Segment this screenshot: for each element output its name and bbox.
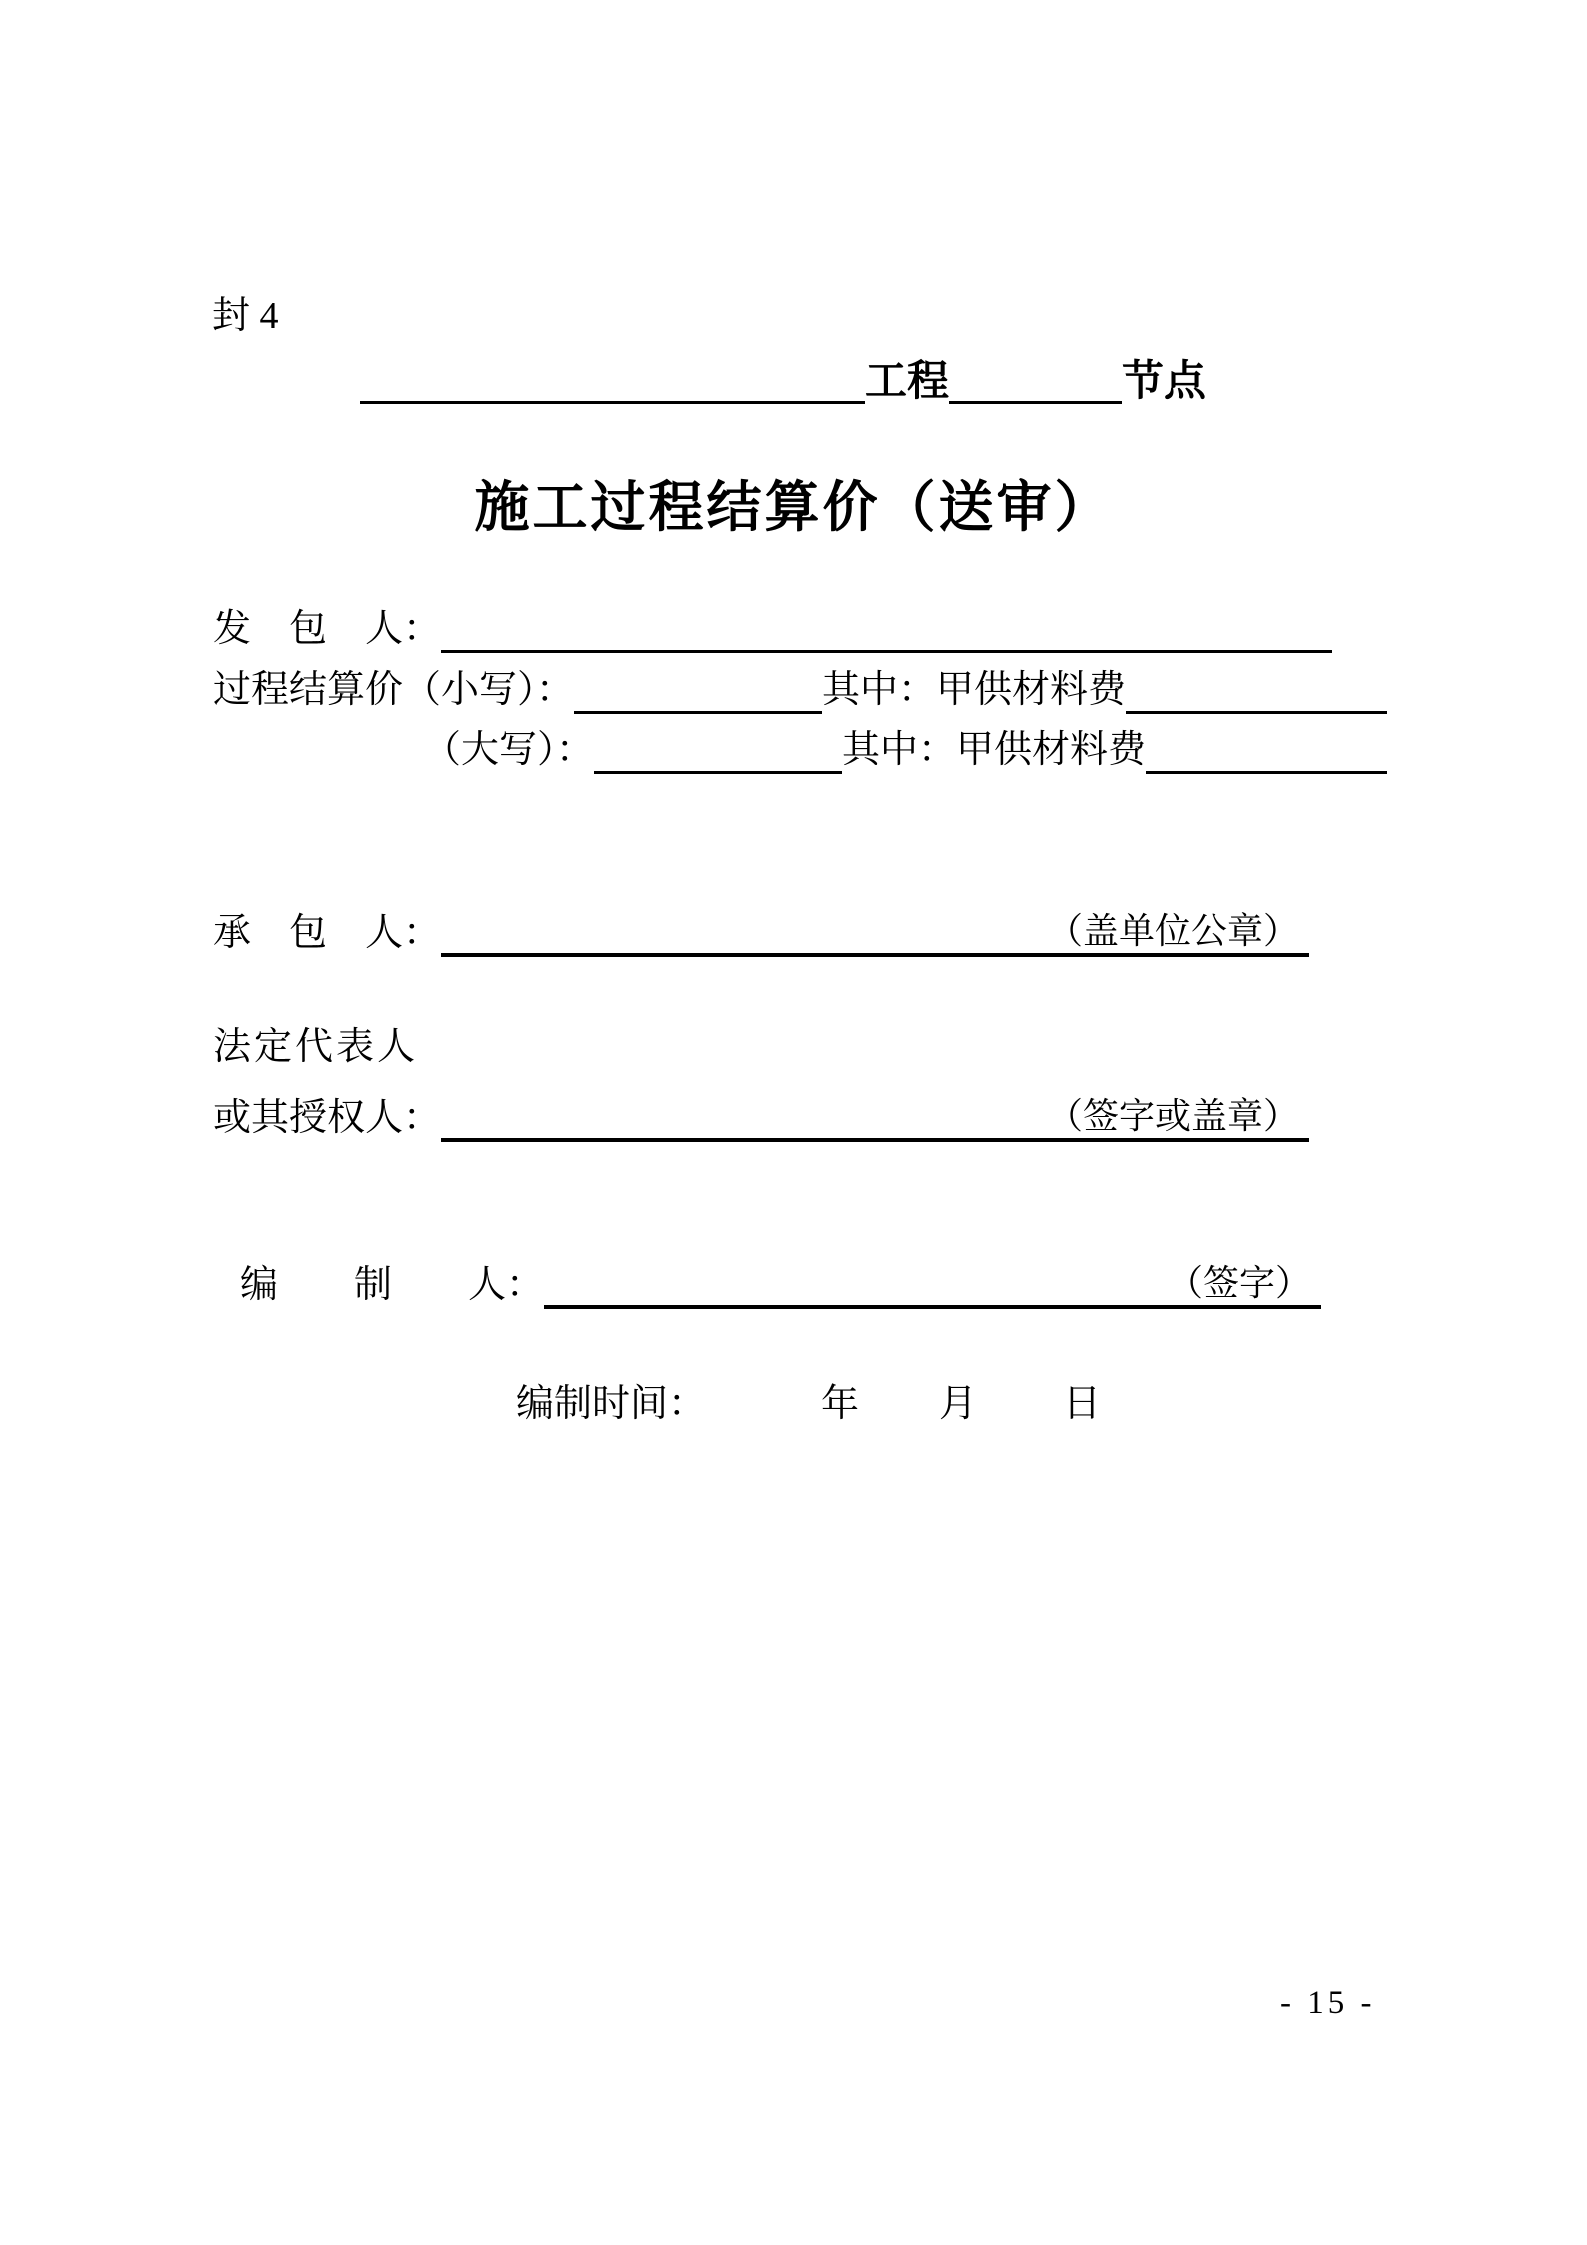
contractor-line <box>213 909 1309 957</box>
preparer-line <box>240 1261 1321 1309</box>
signature-note: （签字） <box>1166 1263 1311 1303</box>
legal-representative-label: 法定代表人 <box>213 1026 419 1068</box>
project-node-line <box>360 358 1206 404</box>
prepare-date-label: 编制时间： <box>516 1383 707 1425</box>
preparer-blank-line <box>544 1261 1321 1309</box>
contractor-blank-line <box>441 909 1309 957</box>
legal-representative-line-2 <box>213 1094 1309 1142</box>
node-blank-line <box>949 401 1122 404</box>
page-number <box>1280 1984 1375 2022</box>
prepare-date-line <box>516 1380 1101 1428</box>
process-price-uppercase-line <box>213 726 1387 774</box>
preparer-label: 编 制 人： <box>240 1264 545 1306</box>
authorized-person-label: 或其授权人： <box>213 1097 442 1139</box>
cover-label-text: 封 4 <box>212 295 279 337</box>
among-materials-label-2: 其中：甲供材料费 <box>842 729 1147 771</box>
legal-representative-line-1 <box>213 1023 418 1071</box>
contractor-label: 承 包 人： <box>213 912 442 954</box>
materials-fee-blank-line-2 <box>1146 771 1387 774</box>
year-label: 年 <box>821 1383 860 1425</box>
employer-line <box>213 605 1332 653</box>
materials-fee-blank-line <box>1126 711 1387 714</box>
authorized-person-blank-line <box>441 1094 1309 1142</box>
price-uppercase-blank-line <box>594 771 842 774</box>
employer-label: 发 包 人： <box>213 608 442 650</box>
project-name-blank-line <box>360 401 865 404</box>
price-lowercase-label: 过程结算价（小写）： <box>213 669 575 711</box>
process-price-lowercase-line <box>213 666 1387 714</box>
among-materials-label: 其中：甲供材料费 <box>822 669 1127 711</box>
page-title: 施工过程结算价（送审） <box>474 477 1113 538</box>
project-label: 工程 <box>865 357 950 404</box>
day-label: 日 <box>1063 1383 1102 1425</box>
unit-seal-note: （盖单位公章） <box>1046 911 1299 951</box>
price-uppercase-label: （大写）： <box>423 729 595 771</box>
price-lowercase-blank-line <box>574 711 822 714</box>
cover-label <box>212 292 279 340</box>
employer-blank-line <box>441 650 1332 653</box>
page-number-text: - 15 - <box>1280 1985 1376 2021</box>
month-label: 月 <box>939 1383 978 1425</box>
sign-or-seal-note: （签字或盖章） <box>1046 1096 1299 1136</box>
node-label: 节点 <box>1122 357 1207 404</box>
